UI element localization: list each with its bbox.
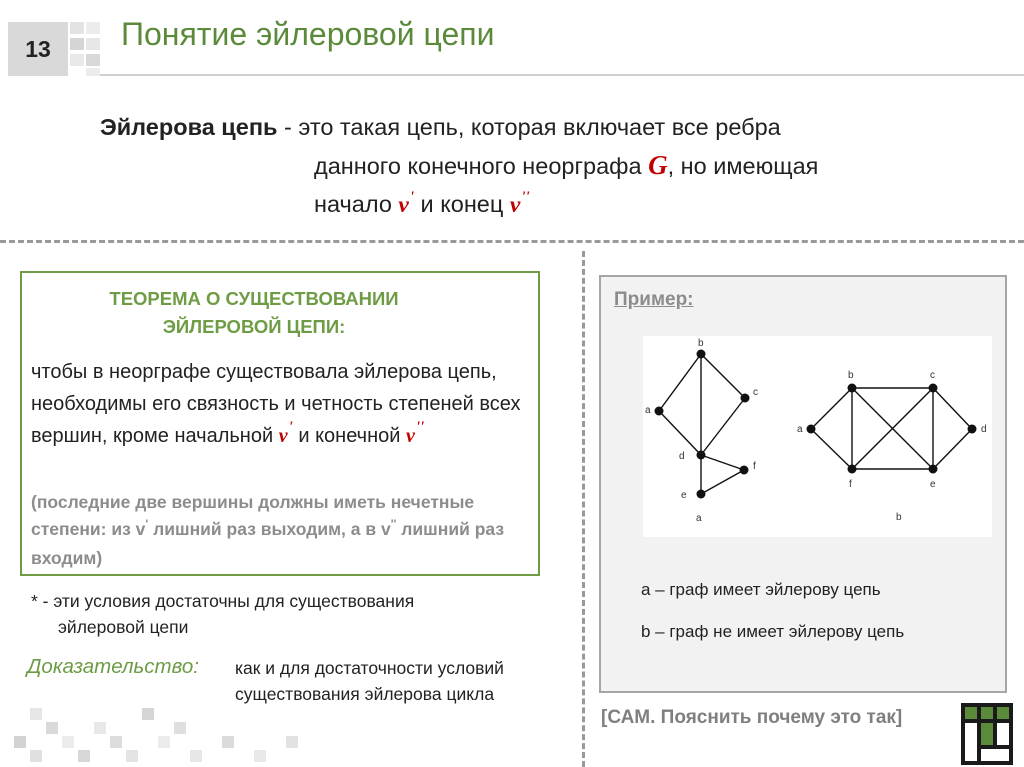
vertex bbox=[697, 490, 706, 499]
vertex-label: c bbox=[930, 370, 935, 381]
slide-title: Понятие эйлеровой цепи bbox=[121, 16, 495, 52]
footnote-line: эйлеровой цепи bbox=[58, 617, 189, 637]
vertex-label: e bbox=[681, 490, 687, 501]
vertex-label: d bbox=[679, 451, 685, 462]
edge-a-b bbox=[659, 354, 701, 411]
graph-variable: G bbox=[648, 150, 668, 180]
definition-text: - это такая цепь, которая включает все ребра bbox=[277, 114, 781, 140]
vertex bbox=[848, 384, 857, 393]
start-vertex-variable: v bbox=[398, 192, 409, 218]
vertex-label: c bbox=[753, 387, 758, 398]
mosaic-tile bbox=[46, 722, 58, 734]
vertex bbox=[697, 451, 706, 460]
graph-a-vertices bbox=[655, 350, 750, 499]
graph-a bbox=[659, 354, 745, 494]
caption-graph-b: b – граф не имеет эйлерову цепь bbox=[641, 622, 905, 641]
vertex-label: d bbox=[981, 424, 987, 435]
theorem-title-line: ЭЙЛЕРОВОЙ ЦЕПИ: bbox=[162, 316, 346, 337]
vertex bbox=[848, 465, 857, 474]
edge-b-c bbox=[701, 354, 745, 398]
mosaic-tile bbox=[30, 750, 42, 762]
mosaic-tile bbox=[110, 736, 122, 748]
logo-icon bbox=[961, 703, 1013, 765]
mosaic-tile bbox=[190, 750, 202, 762]
mosaic-tile bbox=[62, 736, 74, 748]
vertex-label: e bbox=[930, 479, 936, 490]
theorem-title-line: ТЕОРЕМА О СУЩЕСТВОВАНИИ bbox=[109, 288, 399, 309]
mosaic-tile bbox=[78, 750, 90, 762]
vertex bbox=[740, 466, 749, 475]
definition-block bbox=[100, 108, 818, 227]
mosaic-tile bbox=[14, 736, 26, 748]
proof-line: как и для достаточности условий bbox=[235, 658, 504, 678]
double-prime-mark: '' bbox=[415, 419, 425, 435]
vertex-label: f bbox=[849, 479, 852, 490]
decorative-mosaic-bottom bbox=[0, 700, 330, 767]
edge-c-d bbox=[933, 388, 972, 429]
mosaic-tile bbox=[30, 708, 42, 720]
graph-caption: a bbox=[696, 513, 702, 524]
definition-text: , но имеющая bbox=[667, 153, 819, 179]
mosaic-tile bbox=[94, 722, 106, 734]
vertex bbox=[968, 425, 977, 434]
theorem-note-part: лишний раз входим) bbox=[31, 519, 505, 568]
mosaic-tile bbox=[174, 722, 186, 734]
mosaic-tile bbox=[86, 68, 100, 76]
theorem-note bbox=[31, 489, 536, 572]
example-label: Пример: bbox=[614, 289, 694, 310]
definition-term: Эйлерова цепь bbox=[100, 114, 278, 140]
mosaic-tile bbox=[286, 736, 298, 748]
example-box bbox=[599, 275, 1007, 693]
definition-text: и конец bbox=[414, 191, 510, 217]
vertex bbox=[929, 465, 938, 474]
theorem-text-part: чтобы в неорграфе существовала эйлерова цепь, необходимы его связность и четность степеней всех вершин, кроме начальной bbox=[31, 361, 521, 447]
proof-label: Доказательство: bbox=[27, 655, 199, 678]
edge-c-d bbox=[701, 398, 745, 455]
graph-figure bbox=[643, 336, 992, 537]
prime-mark: ' bbox=[409, 189, 415, 205]
edge-e-f bbox=[701, 470, 744, 494]
edge-d-f bbox=[701, 455, 744, 470]
mosaic-tile bbox=[70, 22, 84, 34]
title-underline bbox=[100, 74, 1024, 76]
definition-line-3 bbox=[100, 185, 818, 227]
vertex bbox=[655, 407, 664, 416]
mosaic-tile bbox=[158, 736, 170, 748]
mosaic-tile bbox=[70, 38, 84, 50]
graph-diagrams bbox=[643, 336, 992, 537]
edge-a-d bbox=[659, 411, 701, 455]
prime-mark: ' bbox=[145, 517, 149, 531]
end-vertex-variable: v bbox=[509, 192, 521, 218]
theorem-text-part: и конечной bbox=[292, 425, 406, 447]
vertex bbox=[741, 394, 750, 403]
edge-d-e bbox=[933, 429, 972, 469]
mosaic-tile bbox=[254, 750, 266, 762]
end-vertex-variable: v bbox=[405, 425, 415, 447]
definition-text: данного конечного неорграфа bbox=[314, 153, 649, 179]
definition-line-2 bbox=[100, 146, 818, 185]
theorem-text bbox=[31, 356, 536, 454]
mosaic-tile bbox=[86, 22, 100, 34]
mosaic-tile bbox=[70, 54, 84, 66]
mosaic-tile bbox=[86, 38, 100, 50]
start-vertex-variable: v bbox=[278, 425, 288, 447]
edge-a-f bbox=[811, 429, 852, 469]
theorem-title bbox=[22, 285, 486, 341]
footnote bbox=[31, 588, 414, 640]
mosaic-tile bbox=[142, 708, 154, 720]
definition-line-1 bbox=[100, 108, 818, 146]
proof-line: существования эйлерова цикла bbox=[235, 684, 495, 704]
theorem-note-part: лишний раз выходим, а в v bbox=[148, 519, 391, 539]
edge-a-b bbox=[811, 388, 852, 429]
vertex-label: a bbox=[645, 405, 651, 416]
mosaic-tile bbox=[126, 750, 138, 762]
mosaic-tile bbox=[86, 54, 100, 66]
slide-number: 13 bbox=[8, 22, 68, 76]
graph-b-labels bbox=[797, 370, 987, 523]
vertex bbox=[697, 350, 706, 359]
double-prime-mark: '' bbox=[521, 189, 530, 205]
theorem-box bbox=[20, 271, 540, 576]
caption-graph-a: a – граф имеет эйлерову цепь bbox=[641, 580, 881, 599]
bottom-note: [САМ. Пояснить почему это так] bbox=[601, 707, 903, 728]
vertex-label: b bbox=[848, 370, 854, 381]
vertex bbox=[807, 425, 816, 434]
graph-caption: b bbox=[896, 512, 902, 523]
horizontal-separator bbox=[0, 240, 1024, 243]
vertex-label: a bbox=[797, 424, 803, 435]
graph-b bbox=[811, 388, 972, 469]
theorem-note-part: (последние две вершины должны иметь нечетные степени: из v bbox=[31, 492, 475, 539]
double-prime-mark: '' bbox=[390, 517, 397, 531]
vertical-separator bbox=[582, 251, 585, 767]
vertex-label: b bbox=[698, 338, 704, 349]
mosaic-tile bbox=[222, 736, 234, 748]
footnote-line: * - эти условия достаточны для существования bbox=[31, 591, 415, 611]
vertex bbox=[929, 384, 938, 393]
definition-text: начало bbox=[314, 191, 399, 217]
graph-b-vertices bbox=[807, 384, 977, 474]
vertex-label: f bbox=[753, 461, 756, 472]
prime-mark: ' bbox=[288, 419, 293, 435]
